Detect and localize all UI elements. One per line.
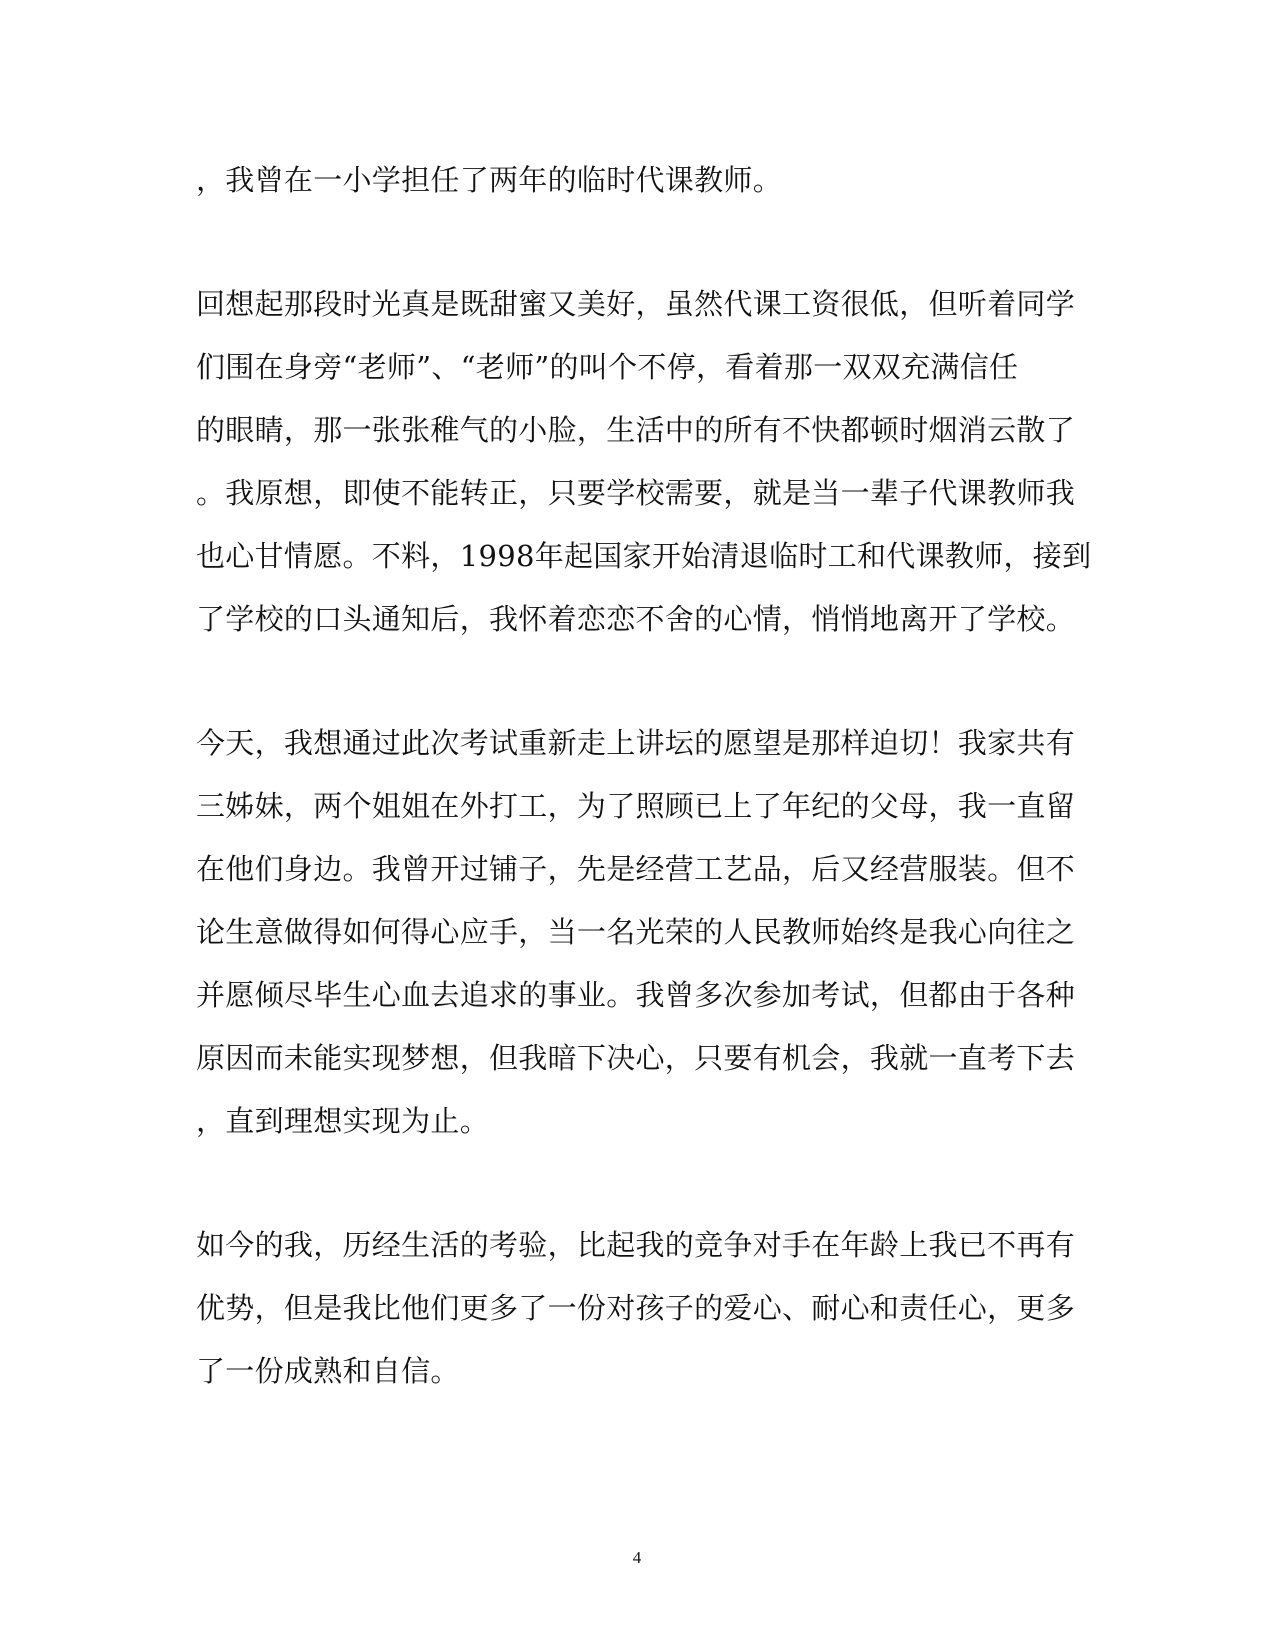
paragraph-4-line-2: 优势，但是我比他们更多了一份对孩子的爱心、耐心和责任心，更多 <box>196 1291 1076 1325</box>
paragraph-2-line-6: 了学校的口头通知后，我怀着恋恋不舍的心情，悄悄地离开了学校。 <box>196 602 1076 636</box>
paragraph-2-line-3: 的眼睛，那一张张稚气的小脸，生活中的所有不快都顿时烟消云散了 <box>196 413 1076 447</box>
paragraph-2-line-2: 们围在身旁“老师”、“老师”的叫个不停，看着那一双双充满信任 <box>196 350 1019 384</box>
page-number: 4 <box>632 1548 642 1567</box>
paragraph-3-line-5: 并愿倾尽毕生心血去追求的事业。我曾多次参加考试，但都由于各种 <box>196 978 1076 1012</box>
paragraph-1-line-1: ，我曾在一小学担任了两年的临时代课教师。 <box>196 163 783 197</box>
paragraph-3-line-1: 今天，我想通过此次考试重新走上讲坛的愿望是那样迫切！我家共有 <box>196 726 1076 760</box>
paragraph-3-line-3: 在他们身边。我曾开过铺子，先是经营工艺品，后又经营服装。但不 <box>196 852 1076 886</box>
paragraph-2-line-1: 回想起那段时光真是既甜蜜又美好，虽然代课工资很低，但听着同学 <box>196 287 1076 321</box>
paragraph-3-line-6: 原因而未能实现梦想，但我暗下决心，只要有机会，我就一直考下去 <box>196 1041 1076 1075</box>
paragraph-3-line-7: ，直到理想实现为止。 <box>196 1104 490 1138</box>
paragraph-3-line-2: 三姊妹，两个姐姐在外打工，为了照顾已上了年纪的父母，我一直留 <box>196 789 1076 823</box>
paragraph-2-line-5: 也心甘情愿。不料，1998年起国家开始清退临时工和代课教师，接到 <box>196 539 1092 573</box>
paragraph-2-line-4: 。我原想，即使不能转正，只要学校需要，就是当一辈子代课教师我 <box>196 476 1076 510</box>
paragraph-4-line-3: 了一份成熟和自信。 <box>196 1354 460 1388</box>
paragraph-3-line-4: 论生意做得如何得心应手，当一名光荣的人民教师始终是我心向往之 <box>196 915 1076 949</box>
paragraph-4-line-1: 如今的我，历经生活的考验，比起我的竞争对手在年龄上我已不再有 <box>196 1228 1076 1262</box>
